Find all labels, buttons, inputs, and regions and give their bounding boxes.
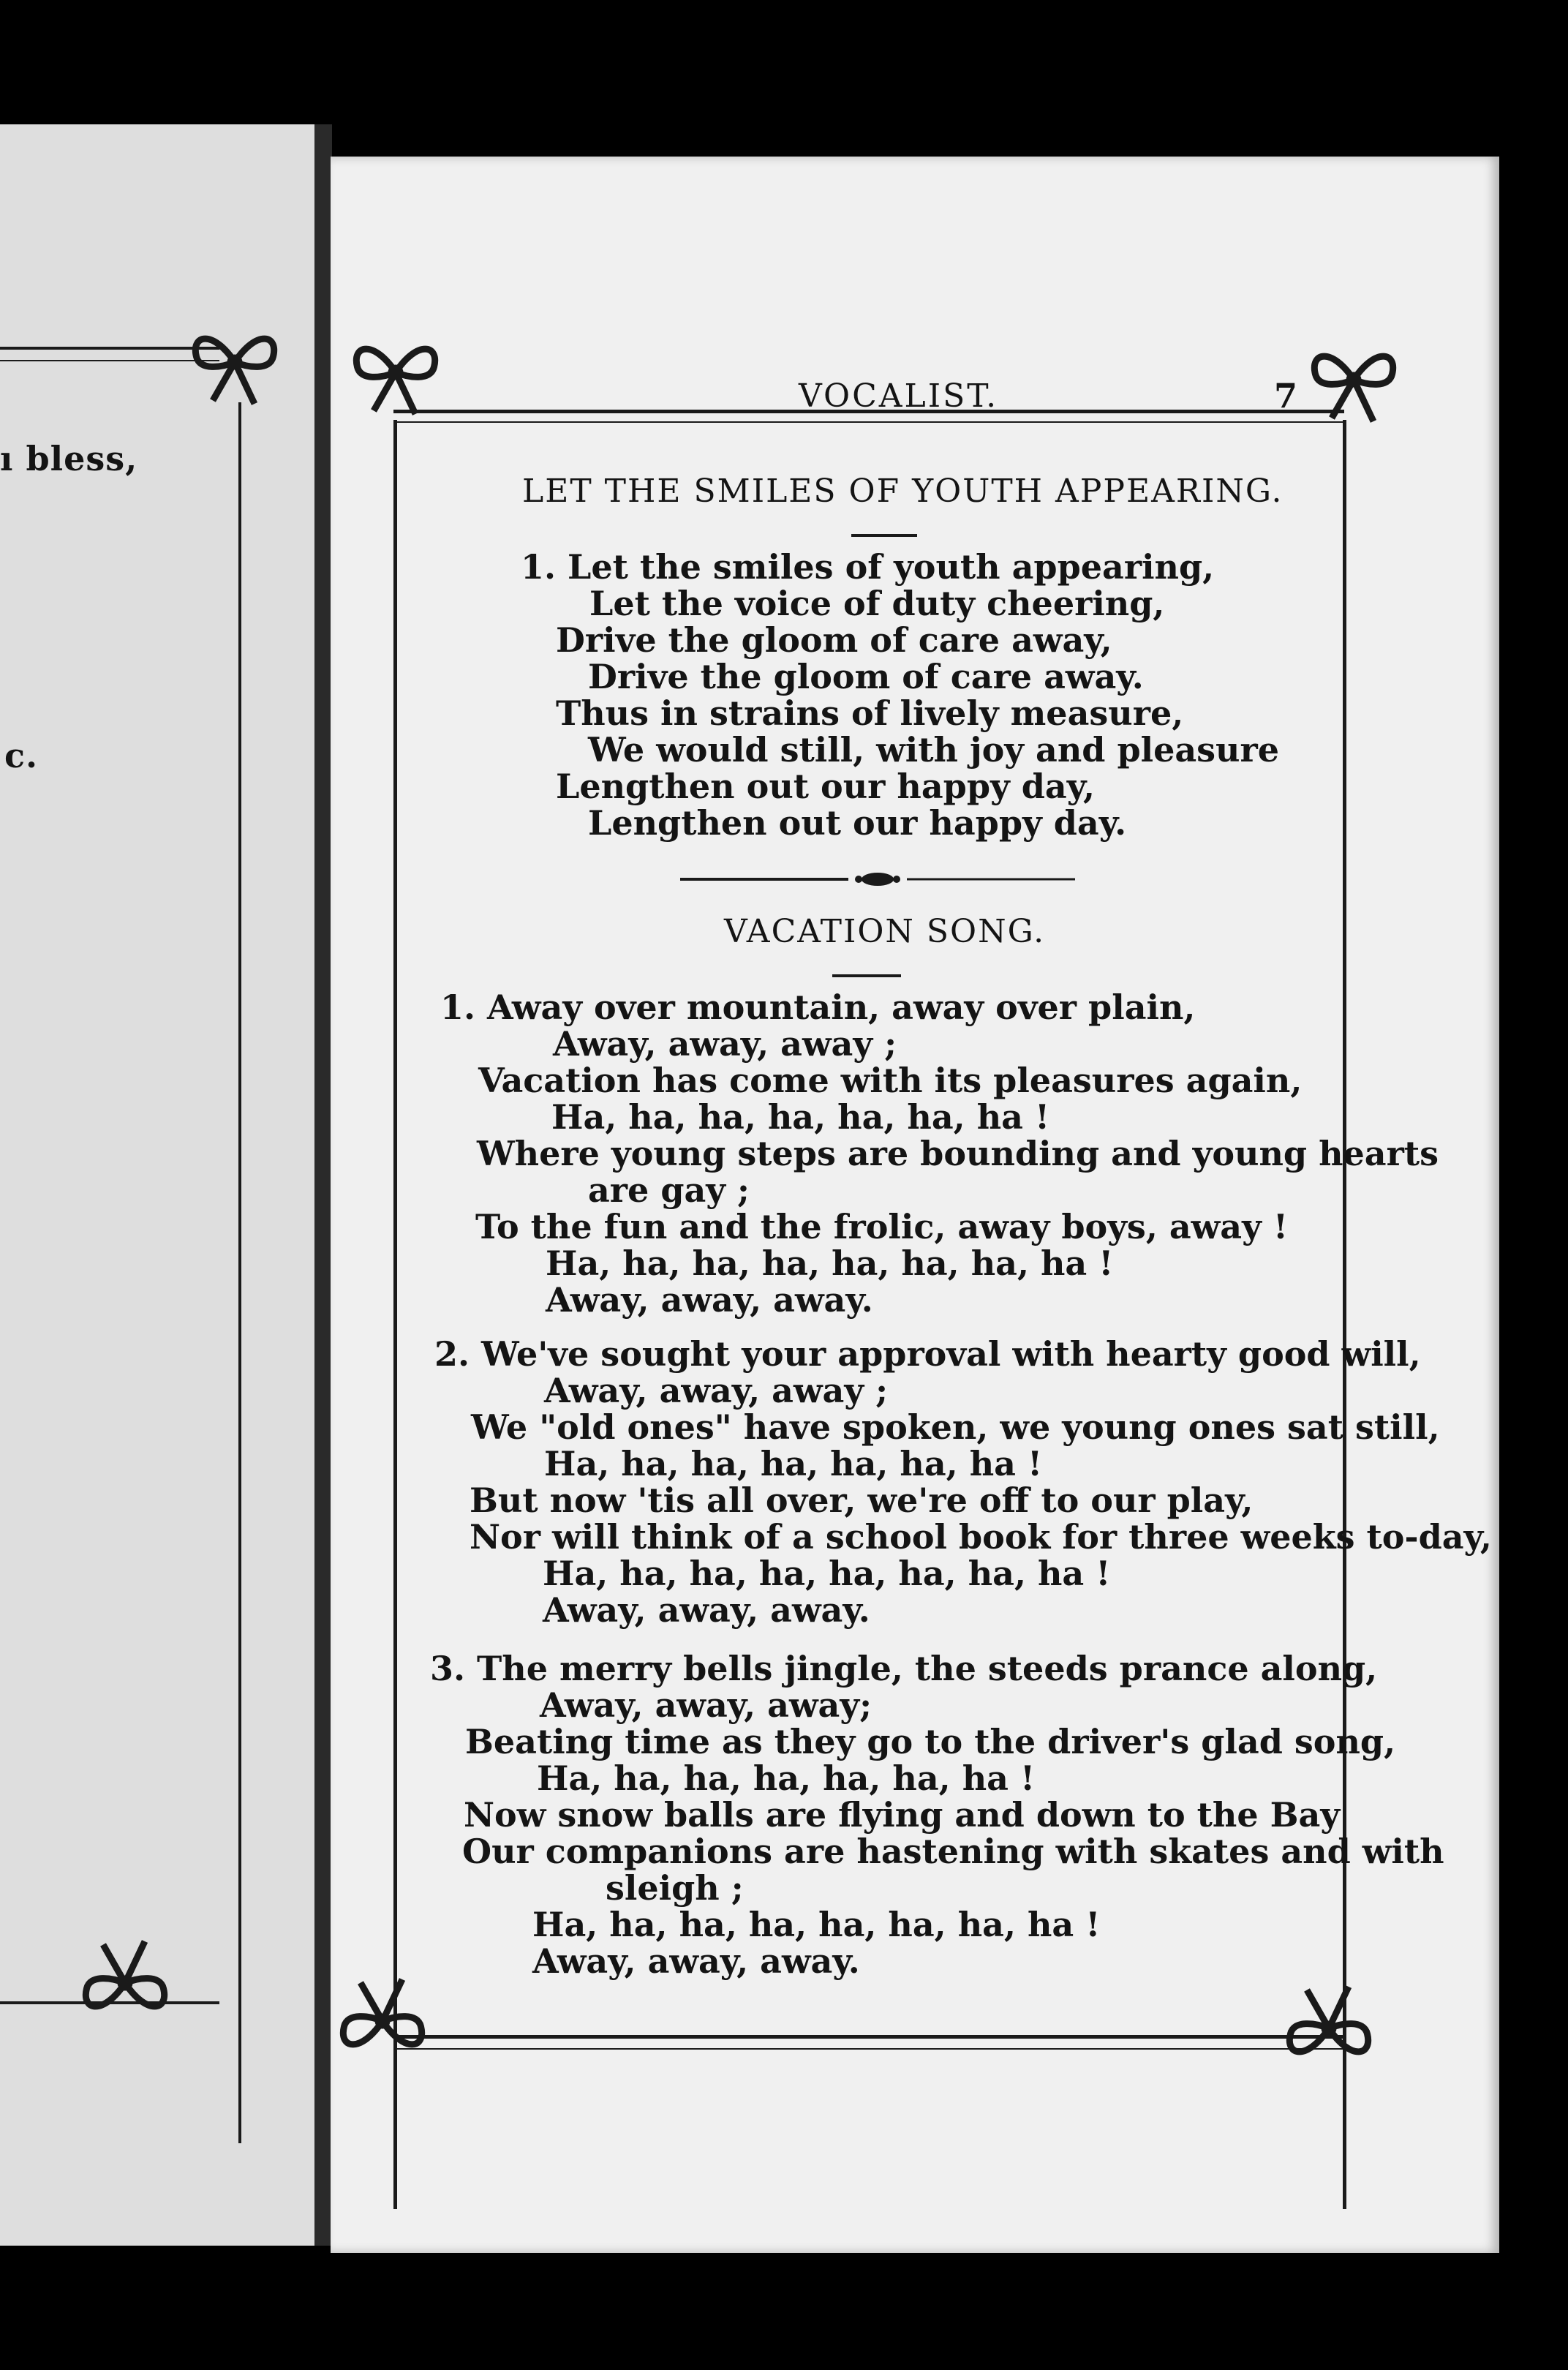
verse-line: Beating time as they go to the driver's glad song, xyxy=(465,1722,1396,1761)
verse-line: Away, away, away. xyxy=(546,1280,873,1320)
page-border-top-inner xyxy=(393,421,1344,423)
verse-line: 1. Away over mountain, away over plain, xyxy=(440,988,1196,1027)
verse-line: Ha, ha, ha, ha, ha, ha, ha ! xyxy=(551,1097,1050,1137)
verse-line: Lengthen out our happy day. xyxy=(588,803,1127,843)
verse-line: We would still, with joy and pleasure xyxy=(588,730,1279,770)
left-page-text-fragment: ı bless, xyxy=(0,439,138,478)
left-page-text-fragment: c. xyxy=(4,736,39,775)
verse-line: sleigh ; xyxy=(606,1868,744,1908)
bow-ornament-icon xyxy=(328,1966,437,2076)
page-border-bottom-inner xyxy=(393,2048,1344,2050)
running-header-title: VOCALIST. xyxy=(799,377,999,415)
verse-line: Drive the gloom of care away. xyxy=(588,657,1144,696)
song-title: LET THE SMILES OF YOUTH APPEARING. xyxy=(522,473,1284,510)
bow-ornament-icon xyxy=(180,307,290,417)
verse-line: Nor will think of a school book for three weeks to-day, xyxy=(470,1517,1492,1557)
left-frame-right xyxy=(238,402,241,2143)
book-page xyxy=(331,157,1499,2253)
book-gutter xyxy=(314,124,332,2246)
title-rule xyxy=(851,534,917,537)
verse-line: Now snow balls are flying and down to the Bay xyxy=(464,1795,1341,1835)
verse-line: Ha, ha, ha, ha, ha, ha, ha, ha ! xyxy=(532,1905,1101,1944)
verse-line: Ha, ha, ha, ha, ha, ha, ha ! xyxy=(544,1444,1043,1483)
verse-line: Ha, ha, ha, ha, ha, ha, ha, ha ! xyxy=(543,1554,1111,1593)
verse-line: Away, away, away ; xyxy=(553,1024,897,1064)
verse-line: Where young steps are bounding and young hearts xyxy=(477,1134,1439,1173)
page-border-right xyxy=(1343,420,1346,2209)
left-page xyxy=(0,124,314,2246)
page-border-bottom xyxy=(393,2035,1344,2039)
verse-line: Drive the gloom of care away, xyxy=(556,620,1112,660)
verse-line: Vacation has come with its pleasures again, xyxy=(478,1061,1303,1100)
verse-line: 2. We've sought your approval with hearty good will, xyxy=(434,1334,1421,1374)
verse-line: Thus in strains of lively measure, xyxy=(556,693,1184,733)
verse-line: 1. Let the smiles of youth appearing, xyxy=(521,547,1215,587)
song-title: VACATION SONG. xyxy=(724,913,1046,950)
verse-line: Away, away, away. xyxy=(532,1941,860,1981)
verse-line: But now 'tis all over, we're off to our play, xyxy=(470,1481,1254,1520)
verse-line: Our companions are hastening with skates and with xyxy=(462,1832,1444,1871)
verse-line: 3. The merry bells jingle, the steeds prance along, xyxy=(430,1649,1378,1688)
bow-ornament-icon xyxy=(1274,1974,1384,2083)
verse-line: Away, away, away. xyxy=(543,1590,870,1630)
verse-line: To the fun and the frolic, away boys, away ! xyxy=(475,1207,1289,1246)
page-border-left xyxy=(393,420,397,2209)
verse-line: Away, away, away ; xyxy=(544,1371,889,1410)
verse-line: Ha, ha, ha, ha, ha, ha, ha ! xyxy=(537,1758,1036,1798)
verse-line: Ha, ha, ha, ha, ha, ha, ha, ha ! xyxy=(546,1244,1114,1283)
running-header xyxy=(331,377,1499,421)
verse-line: Let the voice of duty cheering, xyxy=(589,584,1165,623)
bow-ornament-icon xyxy=(70,1928,180,2038)
page-number: 7 xyxy=(1274,376,1298,415)
verse-line: Lengthen out our happy day, xyxy=(556,767,1096,806)
verse-line: are gay ; xyxy=(588,1170,750,1210)
verse-line: We "old ones" have spoken, we young ones sat still, xyxy=(471,1407,1440,1447)
title-rule xyxy=(832,974,901,977)
verse-line: Away, away, away; xyxy=(540,1685,872,1725)
divider-ornament-icon xyxy=(680,870,1075,888)
